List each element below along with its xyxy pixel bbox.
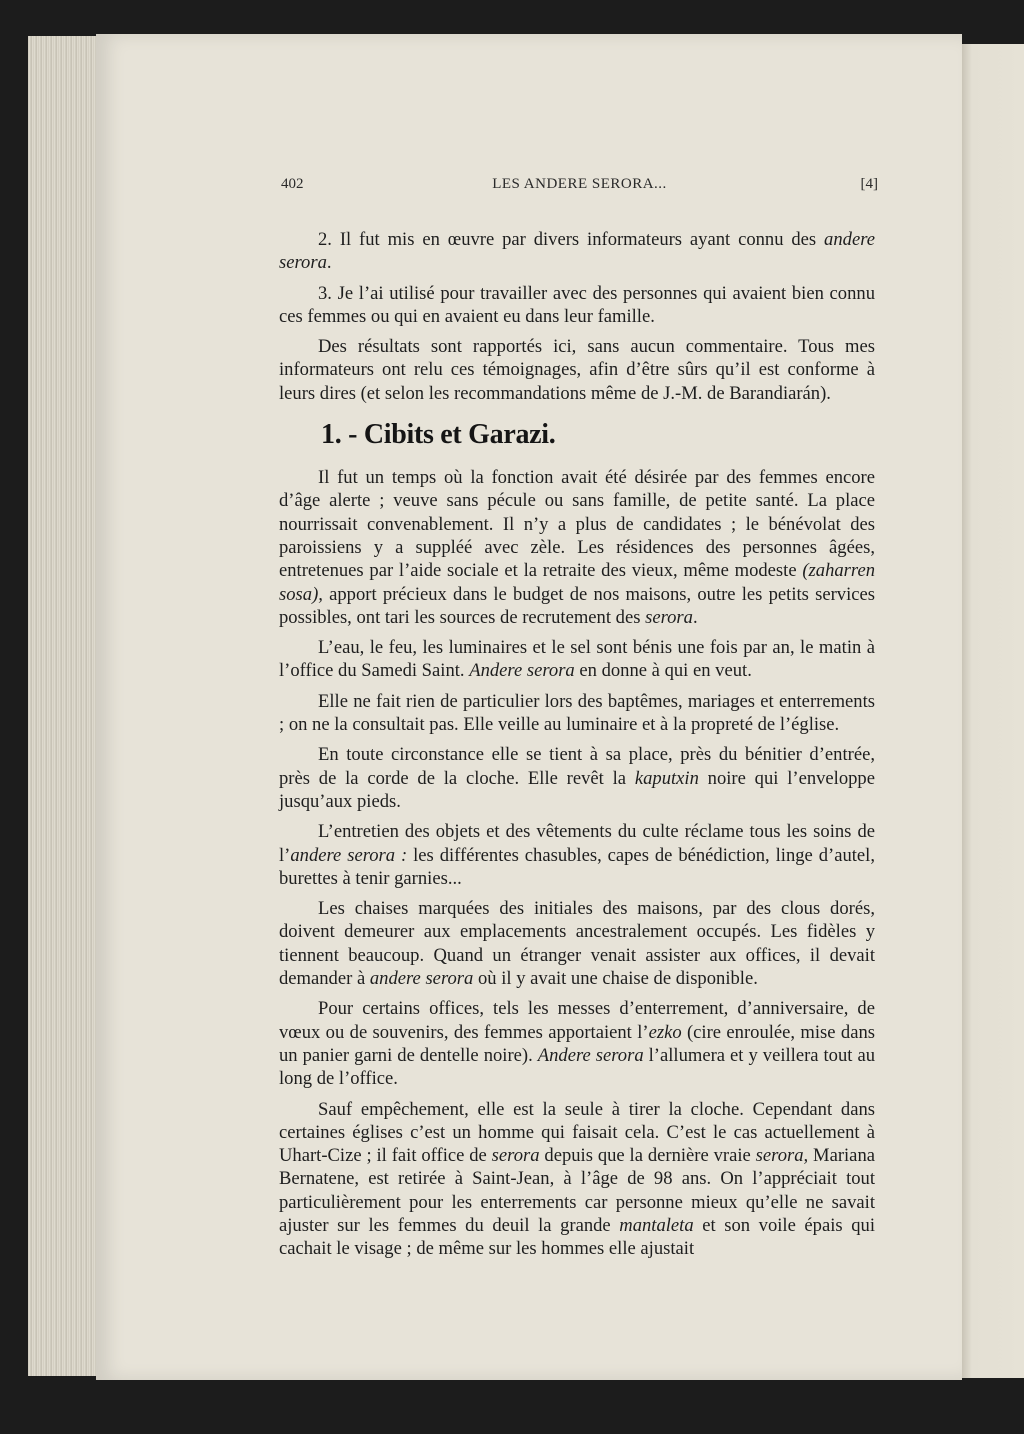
- paragraph: Des résultats sont rapportés ici, sans aucun commentaire. Tous mes informateurs ont relu ces témoignages, afin d’être sûrs qu’il est conforme à leurs dires (et selon les recommandations même de J.-M. de Barandiarán).: [279, 336, 875, 404]
- page-edges: [28, 36, 98, 1376]
- paragraph: Pour certains offices, tels les messes d’enterrement, d’anniversaire, de vœux ou de souvenirs, des femmes apportaient l’ezko (cire enroulée, mise dans un panier garni de dentelle noire). Andere serora l’allumera et y veillera tout au long de l’office.: [279, 998, 876, 1090]
- paragraph: L’eau, le feu, les luminaires et le sel sont bénis une fois par an, le matin à l’office du Samedi Saint. Andere serora en donne à qui en veut.: [279, 637, 875, 682]
- facing-page-edge: [962, 44, 1024, 1378]
- paragraph: L’entretien des objets et des vêtements du culte réclame tous les soins de l’andere serora : les différentes chasubles, capes de bénédiction, linge d’autel, burettes à tenir garnies...: [279, 821, 875, 889]
- section-heading: 1. - Cibits et Garazi.: [321, 419, 556, 451]
- paragraph: En toute circonstance elle se tient à sa place, près du bénitier d’entrée, près de la corde de la cloche. Elle revêt la kaputxin noire qui l’enveloppe jusqu’aux pieds.: [279, 744, 875, 812]
- paragraph: Elle ne fait rien de particulier lors des baptêmes, mariages et enterrements ; on ne la consultait pas. Elle veille au luminaire et à la propreté de l’église.: [279, 690, 875, 736]
- body-text: [279, 228, 875, 1268]
- paragraph: Les chaises marquées des initiales des maisons, par des clous dorés, doivent demeurer aux emplacements ancestralement occupés. Les fidèles y tiennent beaucoup. Quand un étranger venait assister aux offices, il devait demander à andere serora où il y avait une chaise de disponible.: [279, 898, 875, 990]
- paragraph: Sauf empêchement, elle est la seule à tirer la cloche. Cependant dans certaines églises c’est un homme qui faisait cela. C’est le cas actuellement à Uhart-Cize ; il fait office de serora depuis que la dernière vraie serora, Mariana Bernatene, est retirée à Saint-Jean, à l’âge de 98 ans. On l’appréciait tout particulièrement pour les enterrements car personne mieux qu’elle ne savait ajuster sur les femmes du deuil la grande mantaleta et son voile épais qui cachait le visage ; de même sur les hommes elle ajustait: [279, 1098, 875, 1260]
- page-number: 402: [281, 176, 304, 192]
- running-title: LES ANDERE SERORA...: [492, 176, 667, 192]
- paragraph: 3. Je l’ai utilisé pour travailler avec des personnes qui avaient bien connu ces femmes ou qui en avaient eu dans leur famille.: [279, 282, 875, 327]
- running-head: [281, 176, 878, 200]
- paragraph: Il fut un temps où la fonction avait été désirée par des femmes encore d’âge alerte ; veuve sans pécule ou sans famille, de petite santé. La place nourrissait convenablement. Il n’y a plus de candidates ; le bénévolat des paroissiens y a suppléé avec zèle. Les résidences des personnes âgées, entretenues par l’aide sociale et la retraite des vieux, même modeste (zaharren sosa), apport précieux dans le budget de nos maisons, outre les petits services possibles, ont tari les sources de recrutement des serora.: [279, 467, 875, 628]
- paragraph: 2. Il fut mis en œuvre par divers informateurs ayant connu des andere serora.: [279, 229, 875, 274]
- section-ref: [4]: [860, 176, 878, 192]
